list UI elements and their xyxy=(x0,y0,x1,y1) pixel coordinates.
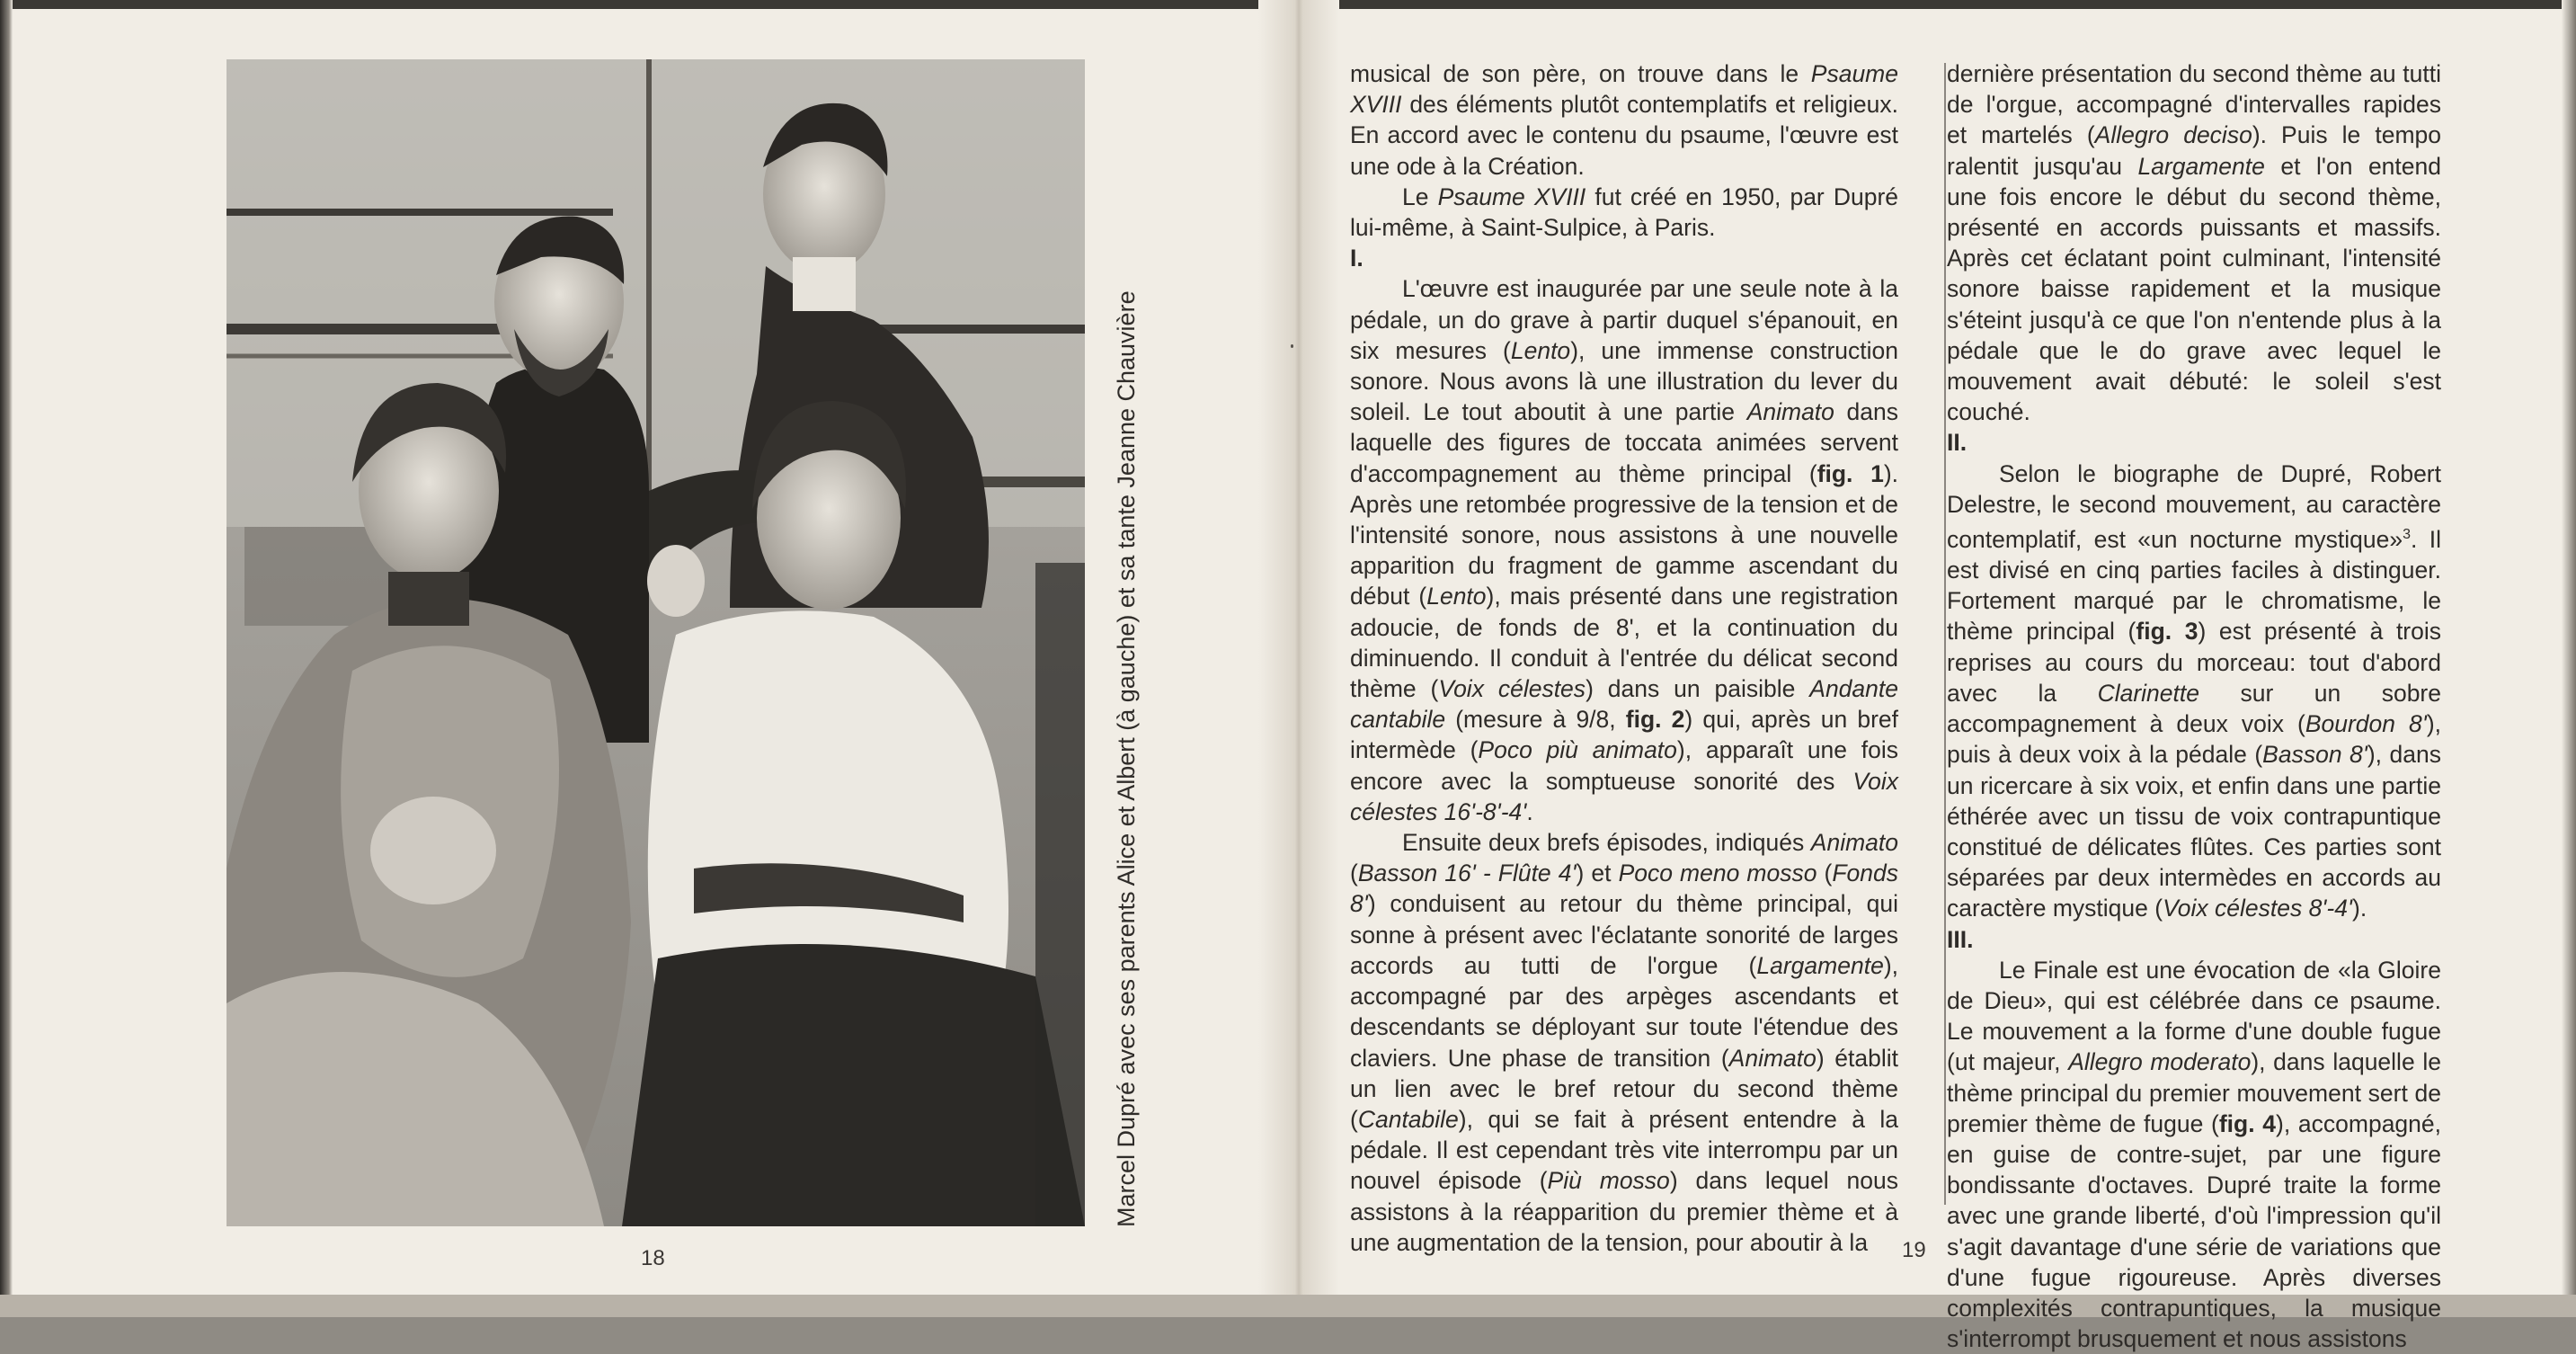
photo-image xyxy=(227,59,1085,1226)
page-number-right: 19 xyxy=(1902,1238,1926,1262)
section-heading: I. xyxy=(1350,245,1364,272)
section-heading: II. xyxy=(1947,429,1968,457)
text-column-right xyxy=(1947,58,2441,1354)
paper-speck xyxy=(1291,344,1293,348)
paragraph: Le Finale est une évocation de «la Gloire de Dieu», qui est célébrée dans ce psaume. Le mouvement a la forme d'une double fugue (ut majeur, Allegro moderato), dans laquelle le thème principal du premier mouvement sert de premier thème de fugue (fig. 4), accompagné, en guise de contre-sujet, par une figure bondissante d'octaves. Dupré traite la forme avec une grande liberté, d'où l'impression qu'il s'agit davantage d'une série de variations que d'une fugue rigoureuse. Après diverses complexités contrapuntiques, la musique s'interrompt brusquement et nous assistons xyxy=(1947,956,2442,1353)
scan-left-edge xyxy=(0,0,13,1317)
photo-caption: Marcel Dupré avec ses parents Alice et Albert (à gauche) et sa tante Jeanne Chauvière xyxy=(1113,290,1140,1227)
scan-right-edge xyxy=(2562,0,2576,1317)
paragraph: musical de son père, on trouve dans le Psaume XVIII des éléments plutôt contemplatifs et religieux. En accord avec le contenu du psaume, l'œuvre est une ode à la Création. xyxy=(1350,60,1898,180)
paragraph: L'œuvre est inaugurée par une seule note à la pédale, un do grave à partir duquel s'épanouit, en six mesures (Lento), une immense construction sonore. Nous avons là une illustration du lever du soleil. Le tout aboutit à une partie Animato dans laquelle des figures de toccata animées servent d'accompagnement au thème principal (fig. 1). Après une retombée progressive de la tension et de l'intensité sonore, nous assistons à une nouvelle apparition du fragment de gamme ascendant du début (Lento), mais présenté dans une registration adoucie, de fonds de 8', et la continuation du diminuendo. Il conduit à l'entrée du délicat second thème (Voix célestes) dans un paisible Andante cantabile (mesure à 9/8, fig. 2) qui, après un bref intermède (Poco più animato), apparaît une fois encore avec la somptueuse sonorité des Voix célestes 16'-8'-4'. xyxy=(1350,275,1899,825)
text-column-left xyxy=(1350,58,1898,1258)
paragraph: dernière présentation du second thème au tutti de l'orgue, accompagné d'intervalles rapides et martelés (Allegro deciso). Puis le tempo ralentit jusqu'au Largamente et l'on entend une fois encore le début du second thème, présenté en accords puissants et massifs. Après cet éclatant point culminant, l'intensité sonore baisse rapidement et la musique s'éteint jusqu'à ce que l'on n'entende plus à la pédale que le do grave avec lequel le mouvement avait débuté: le soleil s'est couché. xyxy=(1947,60,2442,426)
section-heading: III. xyxy=(1947,925,1974,953)
column-divider xyxy=(1944,63,1946,1205)
paragraph: Ensuite deux brefs épisodes, indiqués Animato (Basson 16' - Flûte 4') et Poco meno mosso (Fonds 8') conduisent au retour du thème principal, qui sonne à présent avec l'éclatante sonorité de larges accords au tutti de l'orgue (Largamente), accompagné par des arpèges ascendants et descendants se déployant sur toute l'étendue des claviers. Une phase de transition (Animato) établit un lien avec le bref retour du second thème (Cantabile), qui se fait à présent entendre à la pédale. Il est cependant très vite interrompu par un nouvel épisode (Più mosso) dans lequel nous assistons à la réapparition du premier thème et à une augmentation de la tension, pour aboutir à la xyxy=(1350,829,1898,1256)
paragraph: Selon le biographe de Dupré, Robert Delestre, le second mouvement, au caractère contemplatif, est «un nocturne mystique»$^3$. Il est divisé en cinq parties faciles à distinguer. Fortement marqué par le chromatisme, le thème principal (fig. 3) est présenté à trois reprises au cours du morceau: tout d'abord avec la Clarinette sur un sobre accompagnement à deux voix (Bourdon 8'), puis à deux voix à la pédale (Basson 8'), dans un ricercare à six voix, et enfin dans une partie éthérée avec un tissu de voix contrapuntique constitué de délicates flûtes. Ces parties sont séparées par deux intermèdes en accords au caractère mystique (Voix célestes 8'-4'). xyxy=(1947,459,2442,922)
paragraph: Le Psaume XVIII fut créé en 1950, par Dupré lui-même, à Saint-Sulpice, à Paris. xyxy=(1350,183,1899,242)
book-gutter xyxy=(1258,0,1339,1295)
family-portrait-photo xyxy=(227,59,1085,1226)
page-number-left: 18 xyxy=(641,1246,665,1270)
